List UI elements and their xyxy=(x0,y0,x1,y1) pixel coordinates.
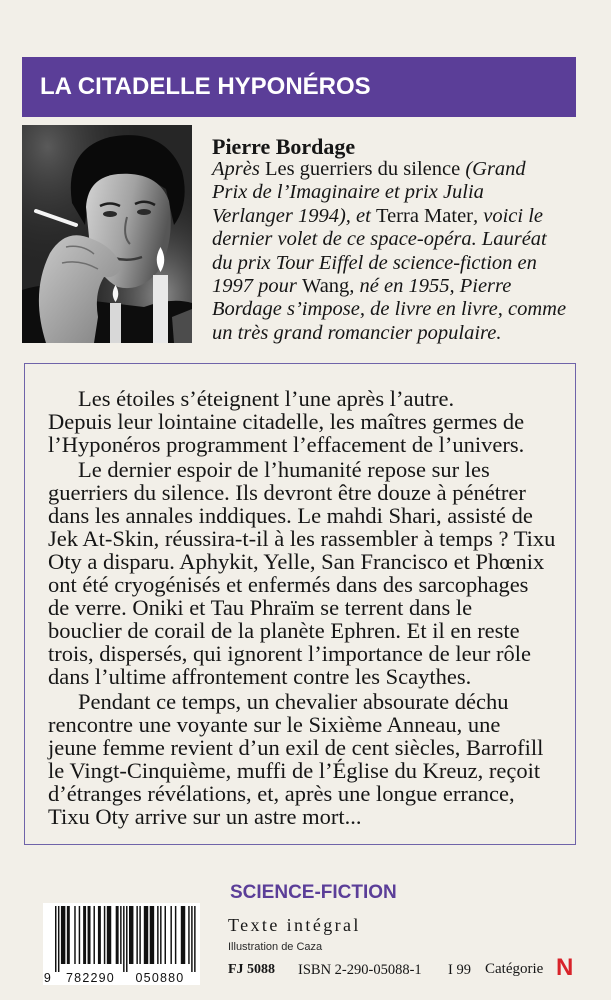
barcode-bar xyxy=(74,906,75,964)
isbn: ISBN 2-290-05088-1 xyxy=(298,962,422,978)
bio-line xyxy=(212,228,566,251)
synopsis-line: Oty a disparu. Aphykit, Yelle, San Francisco et Phœnix xyxy=(48,548,545,574)
synopsis-line: Jek At-Skin, réussira-t-il à les rassembler à temps ? Tixu xyxy=(48,525,556,551)
book-title-mention: Les guerriers du silence xyxy=(264,158,461,180)
print-code: I 99 xyxy=(448,962,471,978)
barcode-bar xyxy=(160,906,161,964)
barcode-bar xyxy=(67,906,70,964)
synopsis-text xyxy=(48,387,555,828)
bio-text: Après xyxy=(212,158,265,180)
bio-line xyxy=(212,322,566,345)
synopsis-line: Pendant ce temps, un chevalier absourate déchu xyxy=(78,688,509,714)
barcode-bar xyxy=(136,906,137,964)
barcode-bar xyxy=(55,906,56,972)
bio-text: un très grand romancier populaire. xyxy=(212,321,502,344)
barcode-bar xyxy=(170,906,171,964)
synopsis-paragraph xyxy=(48,387,555,456)
barcode-bar xyxy=(191,906,192,972)
synopsis-line: guerriers du silence. Ils devront être douze à pénétrer xyxy=(48,479,526,505)
barcode-bar xyxy=(194,906,195,972)
synopsis-line: l’Hyponéros programment l’effacement de l’univers. xyxy=(48,431,525,457)
illustration-credit: Illustration de Caza xyxy=(228,941,323,953)
synopsis-line: rencontre une voyante sur le Sixième Anneau, une xyxy=(48,711,501,737)
synopsis-line: Le dernier espoir de l’humanité repose sur les xyxy=(78,456,490,482)
bio-text: Prix de l’Imaginaire et prix Julia xyxy=(212,181,484,204)
genre-label: SCIENCE-FICTION xyxy=(230,882,397,903)
bio-line xyxy=(212,252,566,275)
barcode-bar xyxy=(88,906,91,964)
author-name: Pierre Bordage xyxy=(212,134,356,159)
barcode-bar xyxy=(58,906,59,972)
synopsis-line: trois, dispersés, qui ignorent l’importance de leur rôle xyxy=(48,640,531,666)
barcode-bar xyxy=(129,906,133,964)
barcode-bar xyxy=(175,906,176,964)
bio-line xyxy=(212,158,566,181)
bio-text: , voici le xyxy=(473,204,544,227)
bio-line xyxy=(212,275,566,298)
synopsis-line: dans l’ultime affrontement contre les Scaythes. xyxy=(48,663,472,689)
barcode-bar xyxy=(181,906,185,964)
synopsis-line: jeune femme revient d’un exil de cent siècles, Barrofill xyxy=(48,734,544,760)
bio-text: (Grand xyxy=(460,158,526,180)
synopsis-frame xyxy=(24,363,576,845)
right-eye xyxy=(137,209,151,215)
category-letter: N xyxy=(556,954,574,981)
synopsis-line: le Vingt-Cinquième, muffi de l’Église du Kreuz, reçoit xyxy=(48,757,541,783)
edition-note: Texte intégral xyxy=(228,915,361,935)
bio-text: Bordage s’impose, de livre en livre, comme xyxy=(212,298,567,321)
synopsis-line: bouclier de corail de la planète Ephren. Et il en reste xyxy=(48,617,520,643)
barcode-bar xyxy=(104,906,105,964)
synopsis-paragraph xyxy=(48,690,555,828)
synopsis-paragraph xyxy=(48,458,555,688)
catalog-code: FJ 5088 xyxy=(228,962,276,977)
bio-line xyxy=(212,205,566,228)
barcode-bar xyxy=(83,906,86,964)
barcode-bar xyxy=(188,906,189,964)
synopsis-line: Depuis leur lointaine citadelle, les maîtres germes de xyxy=(48,408,525,434)
synopsis-line: dans les annales inddiques. Le mahdi Shari, assisté de xyxy=(48,502,533,528)
barcode-bar xyxy=(150,906,154,964)
barcode-bar xyxy=(98,906,101,964)
synopsis-line: de verre. Oniki et Tau Phraïm se terrent dans le xyxy=(48,594,473,620)
author-photo xyxy=(22,125,192,343)
bio-text: Verlanger 1994), et xyxy=(212,204,376,227)
book-title: LA CITADELLE HYPONÉROS xyxy=(40,73,371,100)
barcode-bar xyxy=(126,906,127,972)
barcode-bar xyxy=(165,906,166,964)
barcode-digits-left: 782290 xyxy=(66,971,115,985)
barcode-bar xyxy=(157,906,158,964)
synopsis-line: ont été cryogénisés et enfermés dans des sarcophages xyxy=(48,571,529,597)
bio-text: 1997 pour xyxy=(212,274,302,297)
author-bio xyxy=(212,158,566,345)
left-eye xyxy=(103,211,117,217)
barcode-bar xyxy=(61,906,65,964)
barcode-bar xyxy=(116,906,119,964)
barcode-digit-first: 9 xyxy=(43,971,53,985)
bio-text: du prix Tour Eiffel de science-fiction en xyxy=(212,251,537,274)
bio-text: dernier volet de ce space-opéra. Lauréat xyxy=(212,228,547,251)
barcode-bar xyxy=(79,906,80,964)
synopsis-line: Les étoiles s’éteignent l’une après l’autre. xyxy=(78,385,455,411)
barcode-bar xyxy=(144,906,148,964)
candle xyxy=(110,303,121,343)
book-title-mention: Terra Mater xyxy=(375,204,473,227)
barcode-bar xyxy=(123,906,124,972)
barcode-digits-right: 050880 xyxy=(135,971,185,985)
barcode xyxy=(43,903,200,985)
synopsis-line: d’étranges révélations, et, après une longue errance, xyxy=(48,780,515,806)
title-banner xyxy=(22,57,576,117)
category-label: Catégorie xyxy=(485,961,544,977)
book-title-mention: Wang xyxy=(301,274,350,297)
candle xyxy=(153,275,168,343)
synopsis-line: Tixu Oty arrive sur un astre mort... xyxy=(48,803,362,829)
barcode-bar xyxy=(120,906,121,964)
bio-line xyxy=(212,181,566,204)
barcode-bar xyxy=(139,906,140,964)
barcode-bar xyxy=(93,906,94,964)
bio-line xyxy=(212,298,566,321)
bio-text: , né en 1955, Pierre xyxy=(349,274,512,297)
barcode-bar xyxy=(107,906,111,964)
